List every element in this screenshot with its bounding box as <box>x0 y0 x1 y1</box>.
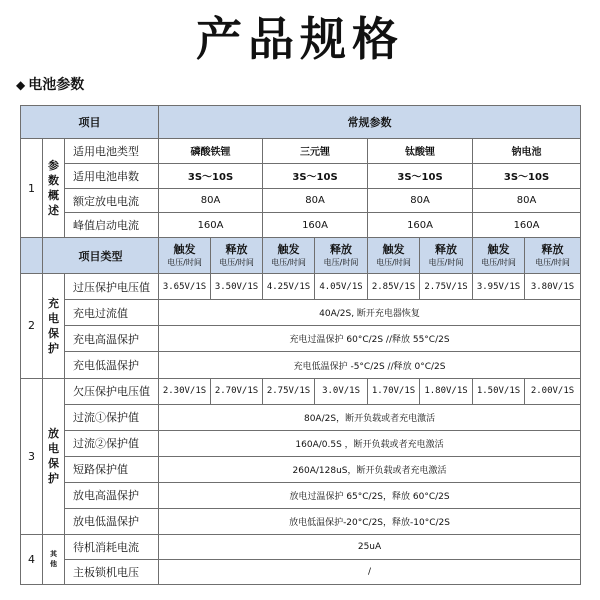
param-name: 充电低温保护 <box>65 352 159 378</box>
subheader-row <box>21 238 581 274</box>
group-label: 参 数 概 述 <box>43 138 65 238</box>
cell-value: 160A <box>473 213 581 238</box>
cell-value: 2.85V/1S <box>368 274 420 300</box>
trigger-header: 触发 电压/时间 <box>473 238 525 274</box>
param-name: 主板锁机电压 <box>65 559 159 584</box>
param-name: 欠压保护电压值 <box>65 378 159 404</box>
table-row <box>21 138 581 163</box>
group-index: 4 <box>21 534 43 584</box>
cell-value: 80A <box>159 188 263 213</box>
trigger-header: 触发 电压/时间 <box>263 238 315 274</box>
release-header: 释放 电压/时间 <box>525 238 581 274</box>
header-params: 常规参数 <box>159 106 581 139</box>
subheader-blank <box>21 238 43 274</box>
table-row <box>21 508 581 534</box>
release-header: 释放 电压/时间 <box>315 238 368 274</box>
cell-value: 160A <box>263 213 368 238</box>
cell-value: 磷酸铁锂 <box>159 138 263 163</box>
cell-value: 3.95V/1S <box>473 274 525 300</box>
cell-value: 80A <box>473 188 581 213</box>
merged-value: 160A/0.5S ，断开负载或者充电激活 <box>159 430 581 456</box>
cell-value: 3S～10S <box>368 163 473 188</box>
cell-value: 1.80V/1S <box>420 378 473 404</box>
param-name: 放电高温保护 <box>65 482 159 508</box>
param-name: 充电过流值 <box>65 300 159 326</box>
param-name: 额定放电电流 <box>65 188 159 213</box>
group-label: 放 电 保 护 <box>43 378 65 534</box>
group-index: 1 <box>21 138 43 238</box>
param-name: 峰值启动电流 <box>65 213 159 238</box>
cell-value: 160A <box>368 213 473 238</box>
table-row <box>21 163 581 188</box>
merged-value: 放电过温保护 65°C/2S，释放 60°C/2S <box>159 482 581 508</box>
cell-value: 三元锂 <box>263 138 368 163</box>
param-name: 充电高温保护 <box>65 326 159 352</box>
param-name: 适用电池类型 <box>65 138 159 163</box>
spec-table <box>20 105 581 585</box>
table-row <box>21 352 581 378</box>
merged-value: 80A/2S，断开负载或者充电激活 <box>159 404 581 430</box>
table-row <box>21 378 581 404</box>
merged-value: 放电低温保护-20°C/2S，释放-10°C/2S <box>159 508 581 534</box>
table-row <box>21 213 581 238</box>
cell-value: 3.80V/1S <box>525 274 581 300</box>
group-index: 3 <box>21 378 43 534</box>
release-header: 释放 电压/时间 <box>211 238 263 274</box>
table-row <box>21 534 581 559</box>
cell-value: 1.50V/1S <box>473 378 525 404</box>
cell-value: 4.05V/1S <box>315 274 368 300</box>
diamond-bullet-icon: ◆ <box>16 78 26 92</box>
merged-value: 充电低温保护 -5°C/2S //释放 0°C/2S <box>159 352 581 378</box>
param-name: 过压保护电压值 <box>65 274 159 300</box>
table-row <box>21 188 581 213</box>
table-header-row <box>21 106 581 139</box>
cell-value: 2.30V/1S <box>159 378 211 404</box>
param-name: 待机消耗电流 <box>65 534 159 559</box>
section-title: 电池参数 <box>28 77 85 93</box>
group-label: 充 电 保 护 <box>43 274 65 378</box>
cell-value: 钛酸锂 <box>368 138 473 163</box>
table-row <box>21 274 581 300</box>
table-row <box>21 559 581 584</box>
cell-value: 3.0V/1S <box>315 378 368 404</box>
param-name: 过流①保护值 <box>65 404 159 430</box>
trigger-header: 触发 电压/时间 <box>368 238 420 274</box>
cell-value: 钠电池 <box>473 138 581 163</box>
merged-value: / <box>159 559 581 584</box>
merged-value: 260A/128uS，断开负载或者充电激活 <box>159 456 581 482</box>
param-name: 过流②保护值 <box>65 430 159 456</box>
param-name: 放电低温保护 <box>65 508 159 534</box>
cell-value: 3S～10S <box>263 163 368 188</box>
merged-value: 25uA <box>159 534 581 559</box>
header-item: 项目 <box>21 106 159 139</box>
cell-value: 2.75V/1S <box>263 378 315 404</box>
cell-value: 1.70V/1S <box>368 378 420 404</box>
cell-value: 80A <box>263 188 368 213</box>
cell-value: 3S～10S <box>159 163 263 188</box>
cell-value: 2.00V/1S <box>525 378 581 404</box>
group-index: 2 <box>21 274 43 378</box>
table-row <box>21 430 581 456</box>
cell-value: 4.25V/1S <box>263 274 315 300</box>
param-name: 短路保护值 <box>65 456 159 482</box>
table-row <box>21 300 581 326</box>
cell-value: 2.70V/1S <box>211 378 263 404</box>
table-row <box>21 404 581 430</box>
subheader-label: 项目类型 <box>43 238 159 274</box>
cell-value: 2.75V/1S <box>420 274 473 300</box>
merged-value: 40A/2S, 断开充电器恢复 <box>159 300 581 326</box>
cell-value: 80A <box>368 188 473 213</box>
table-row <box>21 482 581 508</box>
page-title: 产品规格 <box>196 12 404 66</box>
cell-value: 160A <box>159 213 263 238</box>
merged-value: 充电过温保护 60°C/2S //释放 55°C/2S <box>159 326 581 352</box>
trigger-header: 触发 电压/时间 <box>159 238 211 274</box>
table-row <box>21 456 581 482</box>
section-heading <box>16 74 84 96</box>
cell-value: 3S～10S <box>473 163 581 188</box>
table-row <box>21 326 581 352</box>
group-label: 其 他 <box>43 534 65 584</box>
param-name: 适用电池串数 <box>65 163 159 188</box>
release-header: 释放 电压/时间 <box>420 238 473 274</box>
cell-value: 3.65V/1S <box>159 274 211 300</box>
cell-value: 3.50V/1S <box>211 274 263 300</box>
